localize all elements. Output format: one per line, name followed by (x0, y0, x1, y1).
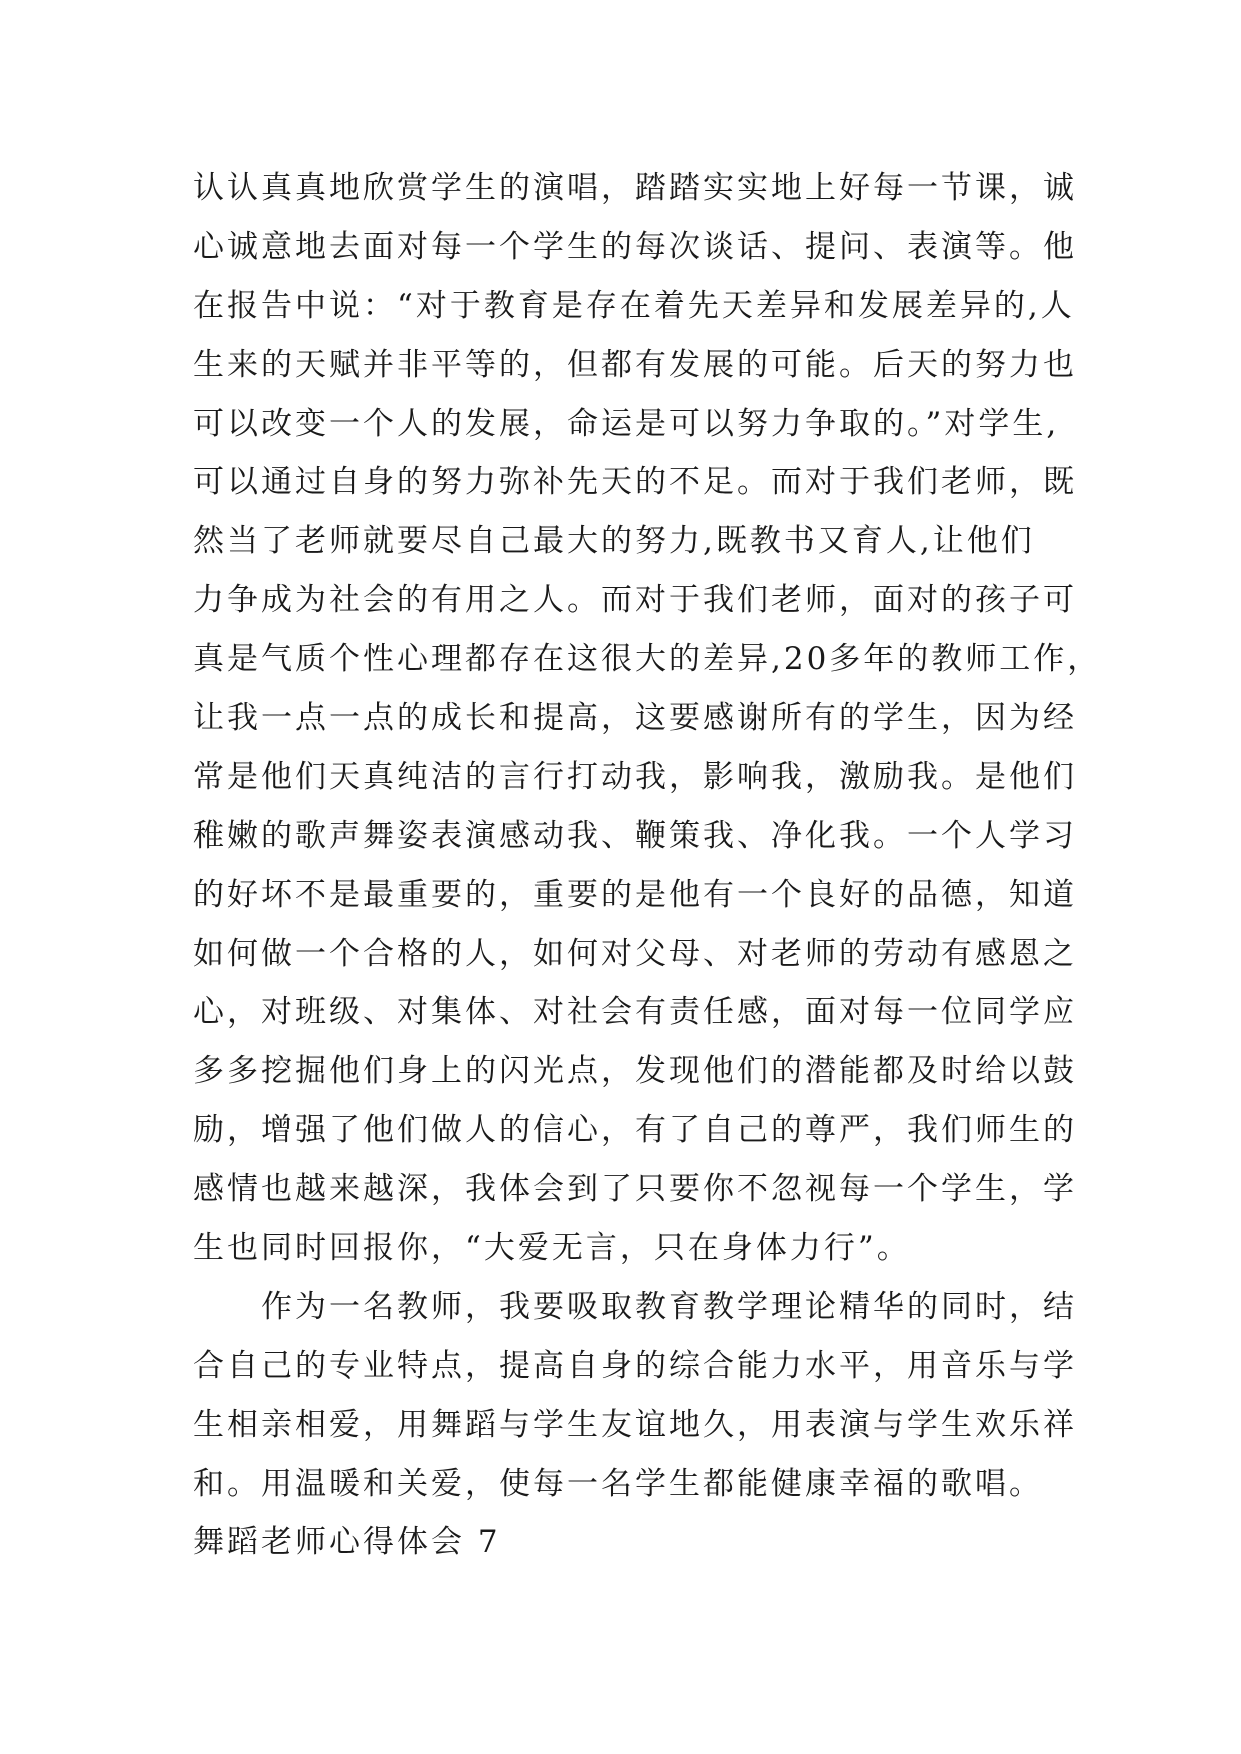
text-line: 可以改变一个人的发展，命运是可以努力争取的。”对学生, (193, 405, 1060, 442)
text-line: 心诚意地去面对每一个学生的每次谈话、提问、表演等。他 (193, 228, 1077, 265)
text-line: 然当了老师就要尽自己最大的努力,既教书又育人,让他们 (193, 523, 1035, 560)
text-line: 作为一名教师，我要吸取教育教学理论精华的同时，结 (261, 1288, 1077, 1325)
text-line: 真是气质个性心理都存在这很大的差异,20多年的教师工作， (193, 641, 1102, 678)
text-line: 励，增强了他们做人的信心，有了自己的尊严，我们师生的 (193, 1112, 1077, 1149)
text-line: 可以通过自身的努力弥补先天的不足。而对于我们老师，既 (193, 464, 1077, 501)
text-line: 和。用温暖和关爱，使每一名学生都能健康幸福的歌唱。 (193, 1465, 1043, 1502)
text-line: 力争成为社会的有用之人。而对于我们老师，面对的孩子可 (193, 582, 1077, 619)
text-line: 生来的天赋并非平等的，但都有发展的可能。后天的努力也 (193, 346, 1077, 383)
text-line: 生相亲相爱，用舞蹈与学生友谊地久，用表演与学生欢乐祥 (193, 1406, 1077, 1443)
text-line: 合自己的专业特点，提高自身的综合能力水平，用音乐与学 (193, 1347, 1077, 1384)
text-line: 生也同时回报你，“大爱无言，只在身体力行”。 (193, 1230, 911, 1267)
text-line: 如何做一个合格的人，如何对父母、对老师的劳动有感恩之 (193, 935, 1077, 972)
text-line: 常是他们天真纯洁的言行打动我，影响我，激励我。是他们 (193, 758, 1077, 795)
paragraph-2 (193, 1278, 1077, 1514)
document-body (193, 159, 1102, 1572)
text-line: 让我一点一点的成长和提高，这要感谢所有的学生，因为经 (193, 700, 1077, 737)
text-line: 心，对班级、对集体、对社会有责任感，面对每一位同学应 (193, 994, 1077, 1031)
text-line: 感情也越来越深，我体会到了只要你不忽视每一个学生，学 (193, 1171, 1077, 1208)
text-line: 认认真真地欣赏学生的演唱，踏踏实实地上好每一节课，诚 (193, 170, 1077, 206)
text-line: 多多挖掘他们身上的闪光点，发现他们的潜能都及时给以鼓 (193, 1053, 1077, 1090)
paragraph-1 (193, 159, 1102, 1278)
text-line: 的好坏不是最重要的，重要的是他有一个良好的品德，知道 (193, 876, 1077, 913)
text-line: 稚嫩的歌声舞姿表演感动我、鞭策我、净化我。一个人学习 (193, 817, 1077, 854)
section-heading: 舞蹈老师心得体会 7 (193, 1524, 501, 1561)
text-line: 在报告中说：“对于教育是存在着先天差异和发展差异的,人 (193, 287, 1075, 324)
